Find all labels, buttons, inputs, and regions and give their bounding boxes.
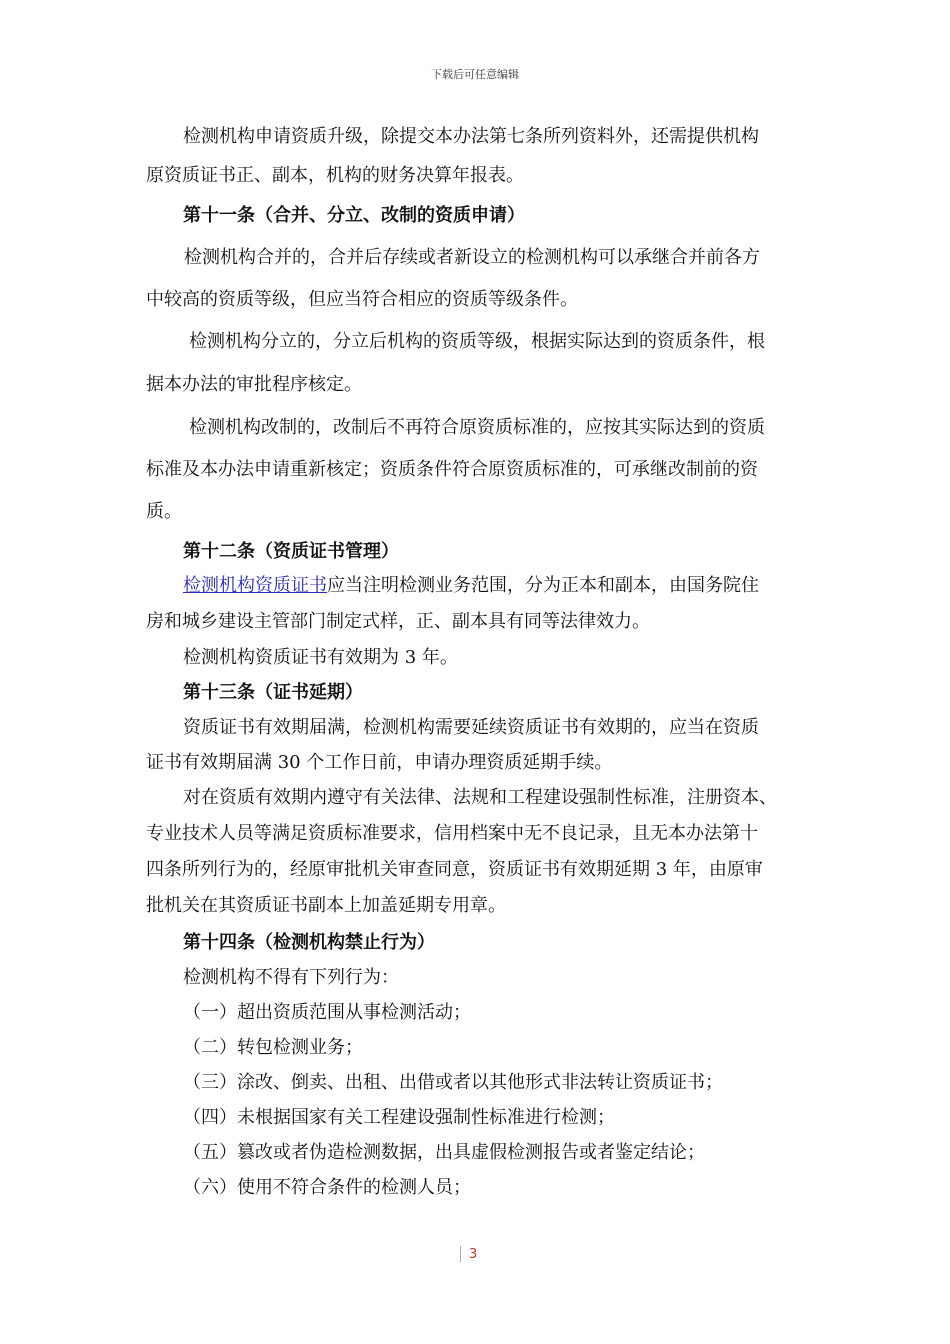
list-item: （五）篡改或者伪造检测数据，出具虚假检测报告或者鉴定结论； — [183, 1142, 705, 1163]
paragraph-line: 资质证书有效期届满，检测机构需要延续资质证书有效期的，应当在资质 — [183, 717, 759, 738]
list-item: （一）超出资质范围从事检测活动； — [183, 1002, 471, 1023]
paragraph-line: 检测机构不得有下列行为： — [183, 967, 399, 988]
paragraph-line: 原资质证书正、副本，机构的财务决算年报表。 — [146, 165, 524, 186]
article-13-title: 第十三条（证书延期） — [183, 682, 363, 703]
paragraph-line-rest: 应当注明检测业务范围，分为正本和副本，由国务院住 — [327, 575, 759, 596]
article-12-title: 第十二条（资质证书管理） — [183, 541, 399, 562]
paragraph-line: 标准及本办法申请重新核定；资质条件符合原资质标准的，可承继改制前的资 — [146, 459, 758, 480]
paragraph-line — [183, 574, 759, 598]
paragraph-line: 四条所列行为的，经原审批机关审查同意，资质证书有效期延期 3 年，由原审 — [146, 859, 763, 880]
page-footer — [460, 1246, 477, 1262]
paragraph-line: 批机关在其资质证书副本上加盖延期专用章。 — [146, 895, 506, 916]
certificate-link[interactable]: 检测机构资质证书 — [183, 575, 327, 596]
paragraph-line: 检测机构资质证书有效期为 3 年。 — [183, 647, 458, 668]
paragraph-line: 质。 — [146, 501, 182, 522]
page-header: 下载后可任意编辑 — [431, 68, 519, 81]
paragraph-line: 据本办法的审批程序核定。 — [146, 374, 362, 395]
list-item: （三）涂改、倒卖、出租、出借或者以其他形式非法转让资质证书； — [183, 1072, 723, 1093]
paragraph-line: 对在资质有效期内遵守有关法律、法规和工程建设强制性标准，注册资本、 — [183, 787, 777, 808]
footer-divider — [460, 1246, 461, 1262]
paragraph-line: 检测机构申请资质升级，除提交本办法第七条所列资料外，还需提供机构 — [183, 126, 759, 147]
paragraph-line: 证书有效期届满 30 个工作日前，申请办理资质延期手续。 — [146, 752, 613, 773]
page-number: 3 — [469, 1246, 478, 1262]
paragraph-line: 检测机构改制的，改制后不再符合原资质标准的，应按其实际达到的资质 — [189, 417, 765, 438]
article-14-title: 第十四条（检测机构禁止行为） — [183, 932, 435, 953]
paragraph-line: 房和城乡建设主管部门制定式样，正、副本具有同等法律效力。 — [146, 611, 650, 632]
paragraph-line: 专业技术人员等满足资质标准要求，信用档案中无不良记录，且无本办法第十 — [146, 823, 758, 844]
list-item: （六）使用不符合条件的检测人员； — [183, 1177, 471, 1198]
article-11-title: 第十一条（合并、分立、改制的资质申请） — [183, 205, 525, 226]
list-item: （二）转包检测业务； — [183, 1037, 363, 1058]
list-item: （四）未根据国家有关工程建设强制性标准进行检测； — [183, 1107, 615, 1128]
paragraph-line: 检测机构分立的，分立后机构的资质等级，根据实际达到的资质条件，根 — [189, 331, 765, 352]
paragraph-line: 检测机构合并的，合并后存续或者新设立的检测机构可以承继合并前各方 — [184, 247, 760, 268]
paragraph-line: 中较高的资质等级，但应当符合相应的资质等级条件。 — [146, 289, 578, 310]
